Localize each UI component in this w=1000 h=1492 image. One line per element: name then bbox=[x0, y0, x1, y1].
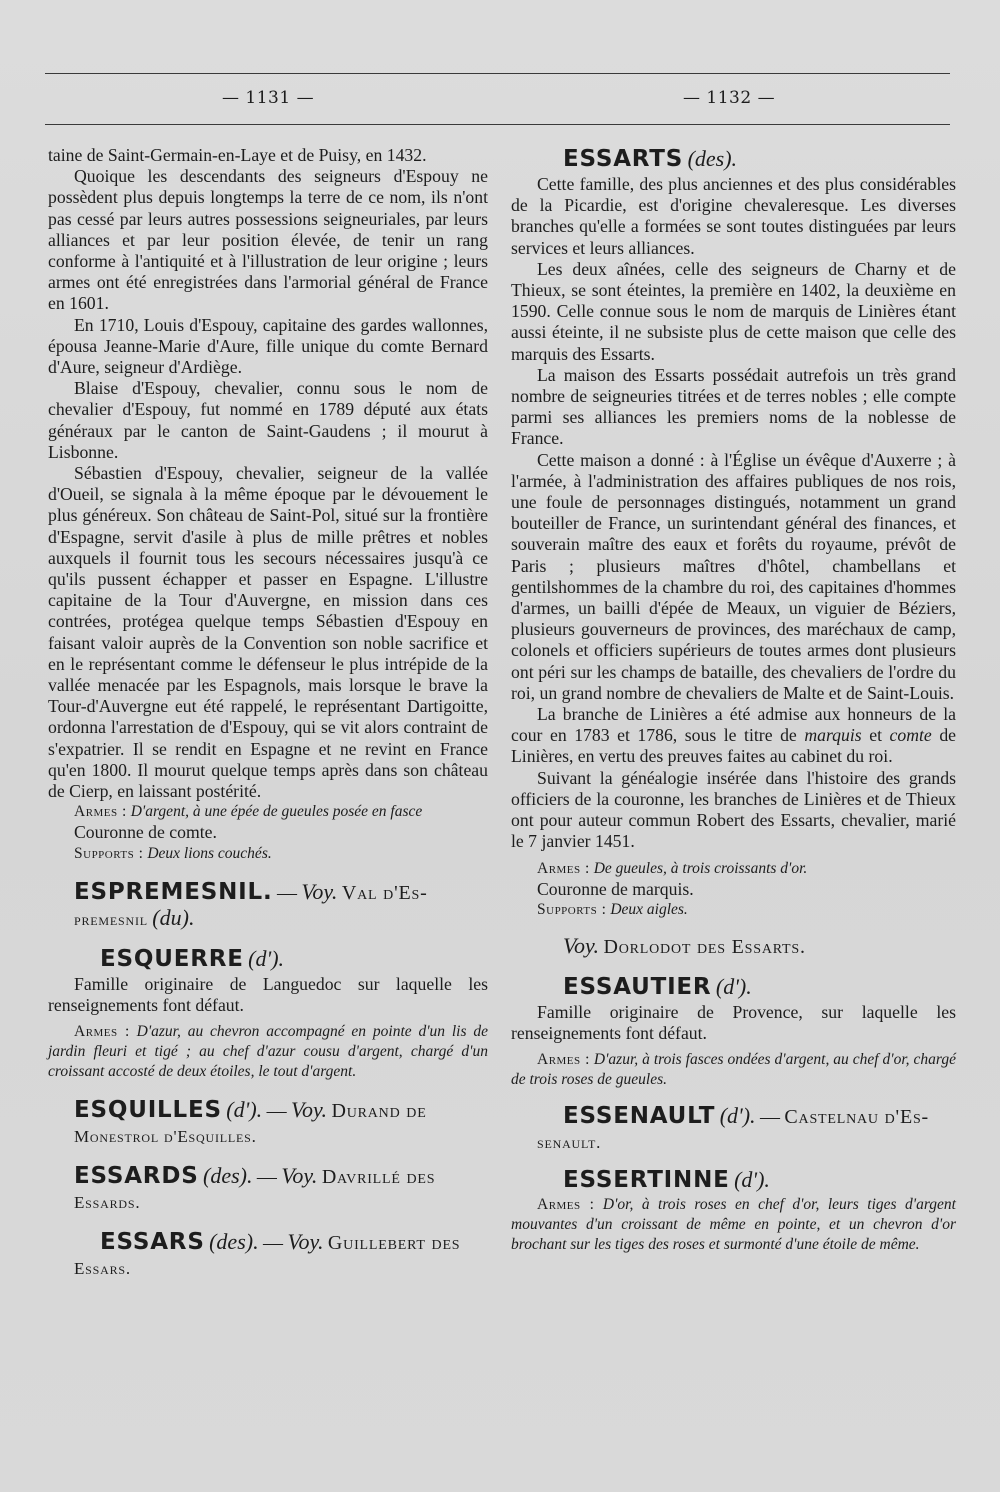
armes-label: Armes : bbox=[74, 1022, 130, 1040]
paragraph: taine de Saint-Germain-en-Laye et de Puisy, en 1432. bbox=[48, 145, 427, 165]
entry-heading-essenault bbox=[511, 1102, 956, 1131]
paragraph: La maison des Essarts possédait autrefois un très grand nombre de seigneuries titrées et de terres nobles ; elle compte parmi ses alliances les premiers noms de la noblesse de France. bbox=[511, 364, 956, 449]
armes-text: De gueules, à trois croissants d'or. bbox=[593, 859, 808, 877]
page-number-right: — 1132 — bbox=[683, 88, 776, 108]
cross-reference: Davrillé des bbox=[321, 1165, 436, 1188]
supports-text: Deux lions couchés. bbox=[147, 844, 272, 862]
dash: — bbox=[759, 1106, 780, 1129]
armes-text: D'argent, à une épée de gueules posée en fasce bbox=[130, 803, 423, 821]
headword: ESSENAULT bbox=[563, 1103, 716, 1130]
paragraph: En 1710, Louis d'Espouy, capitaine des gardes wallonnes, épousa Jeanne-Marie d'Aure, fille unique du comte Bernard d'Aure, seigneur d'Ardiège. bbox=[48, 314, 488, 378]
paragraph: Cette maison a donné : à l'Église un évêque d'Auxerre ; à l'armée, à l'administration des affaires publiques de nos rois, une foule de personnages distingués, notamment un grand bouteiller de France, un surintendant général des finances, et souverain maître des eaux et forêts du royaume, prévôt de Paris ; plusieurs maîtres d'hôtel, chambellans et gentilshommes de la chambre du roi, des capitaines d'hommes d'armes, un bailli d'épée de Meaux, un viguier de Béziers, plusieurs gouverneurs de provinces, des maréchaux de camp, colonels et officiers supérieurs de toutes armes dont plusieurs ont péri sur les champs de bataille, des chevaliers de l'ordre du roi, un grand nombre de chevaliers de Malte et de Saint-Louis. bbox=[511, 449, 956, 703]
dash: — bbox=[263, 1231, 284, 1254]
headword: ESSARS bbox=[100, 1228, 205, 1255]
entry-heading-essarts bbox=[511, 145, 956, 174]
paragraph: Blaise d'Espouy, chevalier, connu sous le nom de chevalier d'Espouy, fut nommé en 1789 député aux états généraux par le canton de Saint-Gaudens ; il mourut à Lisbonne. bbox=[48, 378, 488, 462]
cross-reference: senault. bbox=[537, 1133, 602, 1153]
entry-heading-espremesnil bbox=[48, 878, 488, 907]
cross-reference: Dorlodot des Essarts. bbox=[603, 935, 806, 958]
armes-text: D'azur, à trois fasces ondées d'argent, au chef d'or, chargé de trois roses de gueules. bbox=[511, 1051, 956, 1089]
text-segment: de Linières, en vertu des preuves faites au cabinet du roi. bbox=[511, 725, 957, 767]
couronne-line: Couronne de comte. bbox=[74, 822, 217, 843]
dash: — bbox=[256, 1165, 277, 1188]
paragraph: Les deux aînées, celle des seigneurs de Charny et de Thieux, se sont éteintes, la première en 1402, la deuxième en 1590. Celle connue sous le nom de marquis de Linières étant aussi éteinte, il ne subsiste plus de cette maison que celle des marquis des Essarts. bbox=[511, 258, 956, 364]
top-rule bbox=[45, 73, 950, 74]
particle: (des). bbox=[687, 146, 738, 171]
particle: (d'). bbox=[734, 1167, 770, 1193]
entry-heading-esquerre bbox=[48, 945, 488, 974]
entry-heading-essertinne bbox=[511, 1166, 956, 1195]
paragraph: Famille originaire de Languedoc sur laquelle les renseignements font défaut. bbox=[48, 973, 488, 1015]
cross-reference: Monestrol d'Esquilles. bbox=[74, 1126, 257, 1146]
armes-line bbox=[511, 1195, 956, 1255]
entry-heading-continuation bbox=[48, 1125, 488, 1148]
paragraph: Sébastien d'Espouy, chevalier, seigneur de la vallée d'Oueil, se signala à la même époque par le dévouement le plus généreux. Son château de Saint-Pol, situé sur la frontière d'Espagne, servit d'asile à plus de mille prêtres et nobles auxquels il fournit tous les secours nécessaires jusqu'à ce qu'ils pussent échapper et passer en Espagne. L'illustre capitaine de la Tour d'Auvergne, en mission dans ces contrées, protégea quelque temps Sébastien d'Espouy en faisant valoir auprès de la Convention son noble sacrifice et en le représentant comme le défenseur le plus intrépide de la vallée menacée par les Espagnols, mais lorsque le brave la Tour-d'Auvergne eut été rappelé, le représentant Dartigoitte, ordonna l'arrestation de d'Espouy, qui se vit alors contraint de s'expatrier. Il se rendit en Espagne et ne revint en France qu'en 1800. Il mourut quelque temps après dans son château de Cierp, en laissant postérité. bbox=[48, 463, 488, 802]
cross-reference: Val d'Es- bbox=[341, 881, 428, 904]
particle: (d'). bbox=[248, 945, 285, 971]
entry-heading-essars bbox=[48, 1228, 488, 1257]
entry-heading-esquilles bbox=[48, 1096, 488, 1125]
couronne-line: Couronne de marquis. bbox=[537, 878, 694, 899]
supports-text: Deux aigles. bbox=[610, 900, 688, 918]
entry-heading-continuation bbox=[48, 1191, 488, 1214]
particle: (des). bbox=[203, 1162, 253, 1188]
armes-label: Armes : bbox=[537, 1051, 590, 1069]
cross-reference: Durand de bbox=[331, 1099, 427, 1122]
particle: (du). bbox=[152, 904, 195, 930]
text-segment: et bbox=[869, 725, 882, 746]
headword: ESSAUTIER bbox=[563, 973, 712, 1000]
title-marquis: marquis bbox=[804, 725, 862, 746]
particle: (d'). bbox=[719, 1103, 756, 1129]
voy-label: Voy. bbox=[563, 932, 600, 958]
particle: (d'). bbox=[715, 973, 752, 999]
armes-label: Armes : bbox=[537, 859, 590, 877]
text-segment: La branche de Linières a été admise aux honneurs de la cour en 1783 et 1786, sous le titre de bbox=[511, 704, 956, 746]
supports-line bbox=[48, 844, 488, 864]
cross-reference: Guillebert des bbox=[327, 1231, 461, 1254]
headword: ESSARDS bbox=[74, 1162, 199, 1189]
headword: ESSARTS bbox=[563, 146, 684, 172]
armes-text: D'azur, au chevron accompagné en pointe d'un lis de jardin fleuri et tigé ; au chef d'azur cousu d'argent, chargé d'un croissant accosté de deux étoiles, le tout d'argent. bbox=[48, 1022, 488, 1080]
paragraph: Quoique les descendants des seigneurs d'Espouy ne possèdent plus depuis longtemps la terre de ce nom, ils n'ont pas cessé par leurs autres possessions seigneuriales, par leurs alliances et par leur position élevée, de tenir un rang conforme à l'antiquité et à l'illustration de leur origine ; leurs armes ont été enregistrées dans l'armorial général de France en 1601. bbox=[48, 166, 488, 314]
voy-label: Voy. bbox=[281, 1162, 318, 1188]
voy-label: Voy. bbox=[301, 878, 338, 904]
left-column bbox=[48, 145, 488, 1280]
voy-line bbox=[511, 932, 956, 961]
armes-line bbox=[511, 859, 956, 879]
voy-label: Voy. bbox=[287, 1228, 324, 1254]
supports-line bbox=[511, 900, 956, 920]
entry-heading-essautier bbox=[511, 973, 956, 1002]
dash: — bbox=[266, 1099, 287, 1122]
entry-heading-continuation bbox=[48, 1257, 488, 1280]
paragraph: Famille originaire de Provence, sur laquelle les renseignements font défaut. bbox=[511, 1001, 956, 1043]
cross-reference: Essars. bbox=[74, 1258, 131, 1278]
paragraph: Suivant la généalogie insérée dans l'histoire des grands officiers de la couronne, les branches de Linières et de Thieux ont pour auteur commun Robert des Essarts, chevalier, marié le 7 janvier 1451. bbox=[511, 767, 956, 852]
armes-label: Armes : bbox=[74, 803, 127, 821]
particle: (d'). bbox=[226, 1096, 263, 1122]
title-comte: comte bbox=[889, 725, 932, 746]
entry-heading-continuation bbox=[511, 1131, 956, 1154]
entry-heading-essards bbox=[48, 1162, 488, 1191]
supports-label: Supports : bbox=[537, 900, 607, 918]
voy-label: Voy. bbox=[290, 1096, 328, 1122]
headword: ESPREMESNIL. bbox=[74, 878, 273, 905]
dash: — bbox=[276, 881, 297, 904]
armes-line bbox=[48, 802, 488, 822]
cross-reference: premesnil bbox=[74, 909, 148, 929]
header-rule bbox=[45, 124, 950, 125]
armes-text: D'or, à trois roses en chef d'or, leurs tiges d'argent mouvantes d'un croissant de même en pointe, et un chevron d'or brochant sur les tiges des roses et surmonté d'une étoile de même. bbox=[511, 1196, 956, 1254]
headword: ESSERTINNE bbox=[563, 1167, 730, 1194]
paragraph: Cette famille, des plus anciennes et des plus considérables de la Picardie, est d'origine chevaleresque. Les diverses branches qu'elle a formées se sont toutes distinguées par leurs services et leurs alliances. bbox=[511, 174, 956, 258]
headword: ESQUILLES bbox=[74, 1096, 222, 1123]
cross-reference: Essards. bbox=[74, 1192, 141, 1212]
armes-line bbox=[48, 1022, 488, 1082]
particle: (des). bbox=[209, 1228, 259, 1254]
cross-reference: Castelnau d'Es- bbox=[784, 1106, 930, 1129]
entry-heading-continuation bbox=[48, 904, 488, 931]
supports-label: Supports : bbox=[74, 844, 144, 862]
page-number-left: — 1131 — bbox=[222, 88, 315, 108]
armes-line bbox=[511, 1050, 956, 1090]
right-column bbox=[511, 145, 956, 1255]
armes-label: Armes : bbox=[537, 1196, 595, 1214]
headword: ESQUERRE bbox=[100, 945, 244, 972]
paragraph bbox=[511, 704, 956, 768]
